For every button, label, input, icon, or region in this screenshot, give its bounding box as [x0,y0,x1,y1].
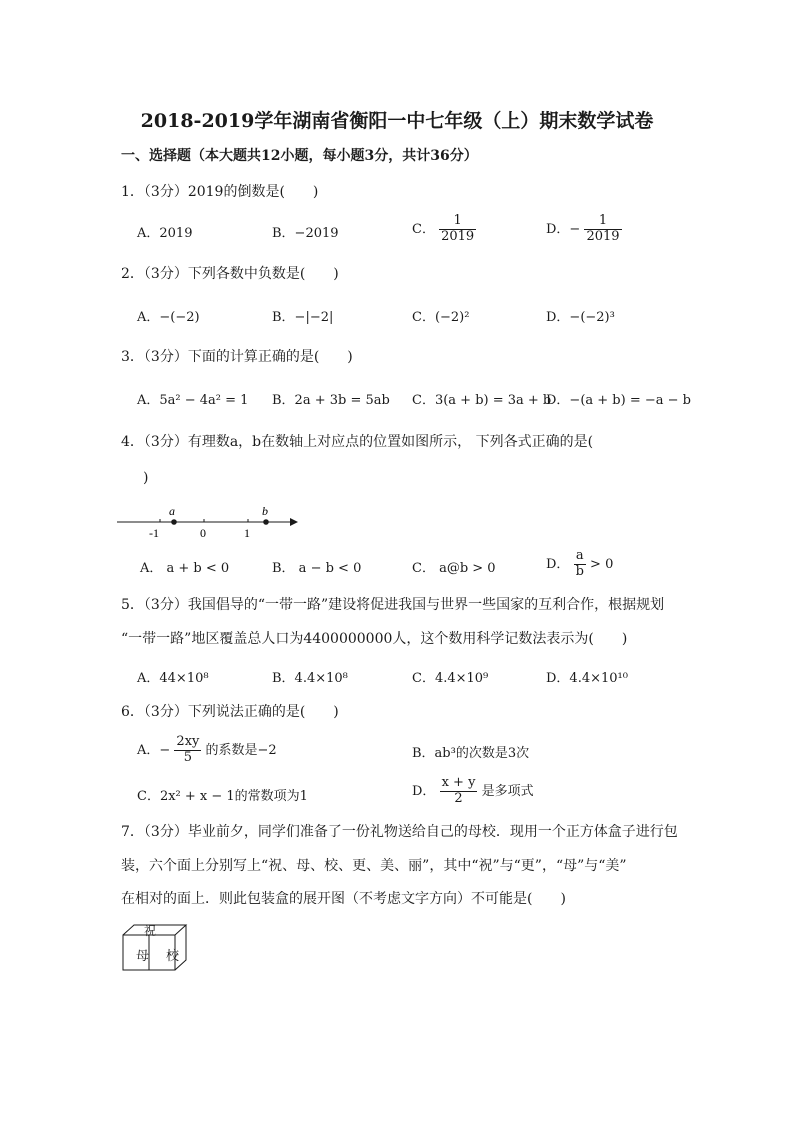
cube-top-char: 祝 [144,924,157,938]
tick-label-one: 1 [244,526,250,540]
fraction-denominator: 5 [183,749,193,765]
q4-option-d-fraction [574,549,586,580]
page-title: 2018-2019学年湖南省衡阳一中七年级（上）期末数学试卷 [140,110,654,132]
q4-option-d-suffix: > 0 [590,556,614,572]
question-4-stem-line-2: ) [143,470,149,486]
tick-label-minus-one: -1 [149,526,159,540]
fraction-denominator: 2019 [586,228,620,244]
q3-option-c: C．3(a + b) = 3a + b [412,393,552,408]
q1-option-c-prefix: C． [412,221,435,237]
q6-option-d-suffix: 是多项式 [481,783,534,799]
tick-label-zero: 0 [200,526,206,540]
q6-option-d-prefix: D． [412,783,436,799]
q5-option-c: C．4.4×10⁹ [412,671,489,686]
q6-option-a [137,735,277,766]
q4-option-b: B． a − b < 0 [272,561,362,576]
q6-option-d [412,776,534,807]
q1-option-b: B．−2019 [272,226,339,241]
fraction-numerator: 1 [584,214,621,230]
q1-option-c-fraction [439,214,476,245]
q1-option-d-prefix: D．− [546,221,581,237]
question-7-line-1: 7．（3分）毕业前夕，同学们准备了一份礼物送给自己的母校．现用一个正方体盒子进行包 [121,824,678,840]
q1-option-d [546,214,622,245]
q2-option-d: D．−(−2)³ [546,310,615,325]
question-5-stem-line-1: 5．（3分）我国倡导的“一带一路”建设将促进我国与世界一些国家的互利合作，根据规划 [121,597,665,613]
q5-option-a: A．44×10⁸ [137,671,209,686]
fraction-numerator: 2xy [176,734,200,749]
q5-option-d: D．4.4×10¹⁰ [546,671,628,686]
question-2-stem: 2．（3分）下列各数中负数是( ) [121,266,339,282]
fraction-denominator: 2 [454,790,463,806]
point-b [263,519,269,525]
q3-option-a: A．5a² − 4a² = 1 [137,393,249,408]
cube-front-char: 母 [136,949,150,964]
q4-option-d [546,549,613,580]
label-a: a [169,504,175,518]
question-1-stem: 1．（3分）2019的倒数是( ) [121,184,319,200]
q4-option-c: C． a@b > 0 [412,561,496,576]
q2-option-a: A．−(−2) [137,310,200,325]
q6-option-a-prefix: A．− [137,742,171,758]
question-4-stem-line-1: 4．（3分）有理数a，b在数轴上对应点的位置如图所示， 下列各式正确的是( [121,434,594,450]
q6-option-a-fraction [174,735,201,766]
q3-option-b: B．2a + 3b = 5ab [272,393,390,408]
q4-option-d-prefix: D． [546,556,570,572]
question-7-line-3: 在相对的面上．则此包装盒的展开图（不考虑文字方向）不可能是( ) [121,891,566,907]
q6-option-a-suffix: 的系数是−2 [205,742,277,758]
fraction-denominator: 2019 [441,228,475,244]
number-line-figure [115,500,305,542]
arrow-right-icon [290,518,298,526]
fraction-numerator: 1 [439,214,476,230]
point-a [171,519,177,525]
section-heading: 一、选择题（本大题共12小题，每小题3分，共计36分） [121,148,478,164]
q2-option-c: C．(−2)² [412,310,470,325]
q1-option-c [412,214,476,245]
q6-option-c: C．2x² + x − 1的常数项为1 [137,789,308,804]
q1-option-a: A．2019 [137,226,193,241]
q2-option-b: B．−|−2| [272,310,334,325]
q3-option-d: D．−(a + b) = −a − b [546,393,691,408]
fraction-numerator: a [574,549,586,565]
question-6-stem: 6．（3分）下列说法正确的是( ) [121,704,339,720]
question-7-line-2: 装，六个面上分别写上“祝、母、校、更、美、丽”，其中“祝”与“更”，“母”与“美” [121,858,627,874]
question-5-stem-line-2: “一带一路”地区覆盖总人口为4400000000人，这个数用科学记数法表示为( ) [121,631,628,647]
cube-side-char: 校 [166,949,180,964]
q6-option-d-fraction [440,776,478,807]
q1-option-d-fraction [584,214,621,245]
q6-option-b: B．ab³的次数是3次 [412,746,530,761]
fraction-numerator: x + y [441,775,476,790]
question-3-stem: 3．（3分）下面的计算正确的是( ) [121,349,353,365]
q4-option-a: A． a + b < 0 [140,561,230,576]
q5-option-b: B．4.4×10⁸ [272,671,348,686]
fraction-denominator: b [575,563,584,579]
label-b: b [262,504,268,518]
